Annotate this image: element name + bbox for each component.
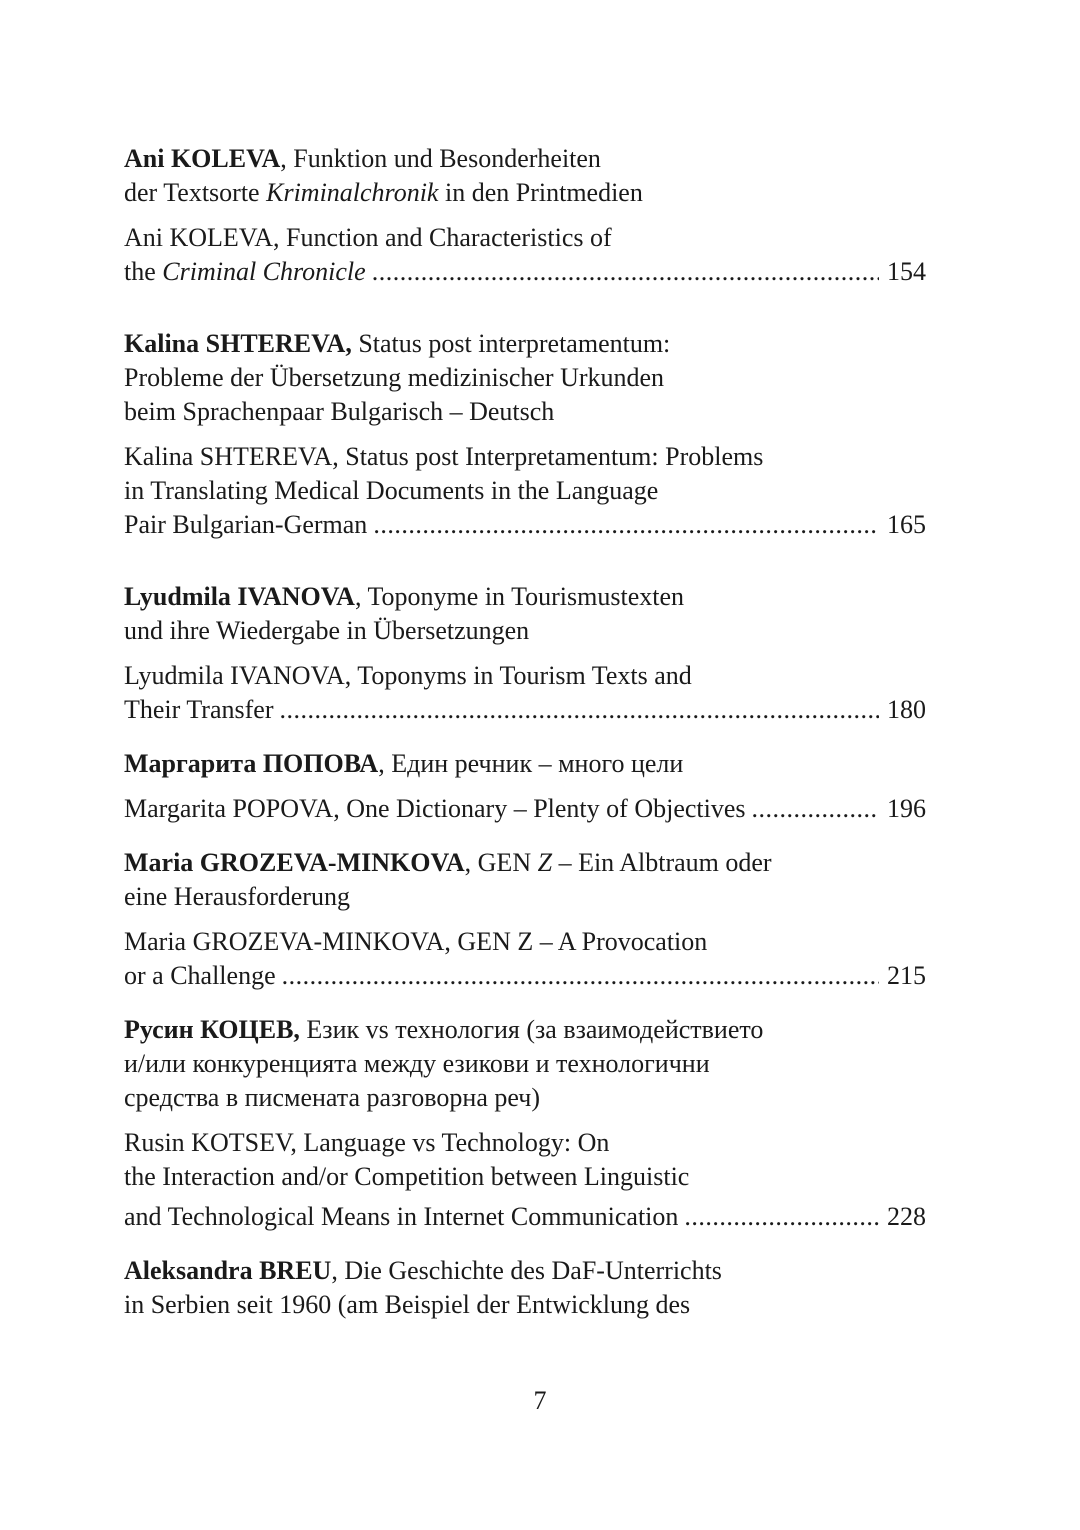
toc-leader-line: Pair Bulgarian-German . . . 165	[124, 508, 926, 542]
entry-title-line: Probleme der Übersetzung medizinischer Urkunden	[124, 363, 665, 392]
entry-title-line: средства в писмената разговорна реч)	[124, 1083, 540, 1112]
dot-leader	[279, 693, 879, 727]
translated-title-line: Maria GROZEVA-MINKOVA, GEN Z – A Provocation	[124, 927, 708, 956]
author-name: Lyudmila IVANOVA	[124, 582, 355, 611]
entry-title-line: Maria GROZEVA-MINKOVA, GEN Z – Ein Albtraum oder	[124, 848, 772, 877]
entry-title-line: eine Herausforderung	[124, 882, 350, 911]
page-ref: 228	[887, 1202, 926, 1231]
toc-entry	[124, 846, 926, 993]
toc-entry	[124, 1254, 926, 1322]
dot-leader	[373, 508, 879, 542]
entry-title-line: Lyudmila IVANOVA, Toponyme in Tourismustexten	[124, 582, 685, 611]
dot-leader	[752, 792, 880, 826]
dot-leader	[684, 1200, 879, 1234]
toc-entry	[124, 142, 926, 289]
entry-title-line: beim Sprachenpaar Bulgarisch – Deutsch	[124, 397, 555, 426]
translated-title-line: Ani KOLEVA, Function and Characteristics of	[124, 223, 612, 252]
author-name: Ani KOLEVA	[124, 144, 281, 173]
page-ref: 154	[887, 257, 926, 286]
entry-title-line: Русин КОЦЕВ, Език vs технология (за взаимодействието	[124, 1015, 764, 1044]
toc-entry	[124, 747, 926, 826]
translated-title-line: Rusin KOTSEV, Language vs Technology: On	[124, 1128, 610, 1157]
author-name: Русин КОЦЕВ,	[124, 1015, 300, 1044]
author-name: Маргарита ПОПОВА	[124, 749, 379, 778]
translated-title-line: Kalina SHTEREVA, Status post Interpretamentum: Problems	[124, 442, 764, 471]
translated-title-line: in Translating Medical Documents in the Language	[124, 476, 659, 505]
translated-title-line: Lyudmila IVANOVA, Toponyms in Tourism Texts and	[124, 661, 692, 690]
page-ref: 215	[887, 961, 926, 990]
toc-leader-line: Margarita POPOVA, One Dictionary – Plenty of Objectives . . . 196	[124, 792, 926, 826]
author-name: Maria GROZEVA-MINKOVA	[124, 848, 465, 877]
page-ref: 196	[887, 794, 926, 823]
page-ref: 165	[887, 510, 926, 539]
entry-title-line: und ihre Wiedergabe in Übersetzungen	[124, 616, 530, 645]
author-name: Aleksandra BREU	[124, 1256, 332, 1285]
page-ref: 180	[887, 695, 926, 724]
entry-title-line: Kalina SHTEREVA, Status post interpretamentum:	[124, 329, 671, 358]
entry-title-line: Ani KOLEVA, Funktion und Besonderheiten	[124, 144, 601, 173]
entry-title-line: и/или конкуренцията между езикови и технологични	[124, 1049, 710, 1078]
toc-leader-line: or a Challenge . . . 215	[124, 959, 926, 993]
page-number: 7	[533, 1386, 547, 1415]
table-of-contents	[124, 142, 926, 1342]
toc-leader-line: Their Transfer . . . 180	[124, 693, 926, 727]
author-name: Kalina SHTEREVA,	[124, 329, 352, 358]
toc-leader-line: and Technological Means in Internet Communication . . . 228	[124, 1200, 926, 1234]
dot-leader	[372, 255, 879, 289]
dot-leader	[282, 959, 879, 993]
translated-title-line: the Interaction and/or Competition between Linguistic	[124, 1162, 690, 1191]
entry-title-line: Aleksandra BREU, Die Geschichte des DaF-Unterrichts	[124, 1256, 722, 1285]
toc-entry	[124, 580, 926, 727]
toc-leader-line: the Criminal Chronicle . . . 154	[124, 255, 926, 289]
entry-title-line: in Serbien seit 1960 (am Beispiel der Entwicklung des	[124, 1290, 691, 1319]
toc-entry	[124, 1013, 926, 1234]
entry-title-line: Маргарита ПОПОВА, Един речник – много цели	[124, 749, 684, 778]
entry-title-line: der Textsorte Kriminalchronik in den Printmedien	[124, 178, 643, 207]
toc-entry	[124, 327, 926, 542]
